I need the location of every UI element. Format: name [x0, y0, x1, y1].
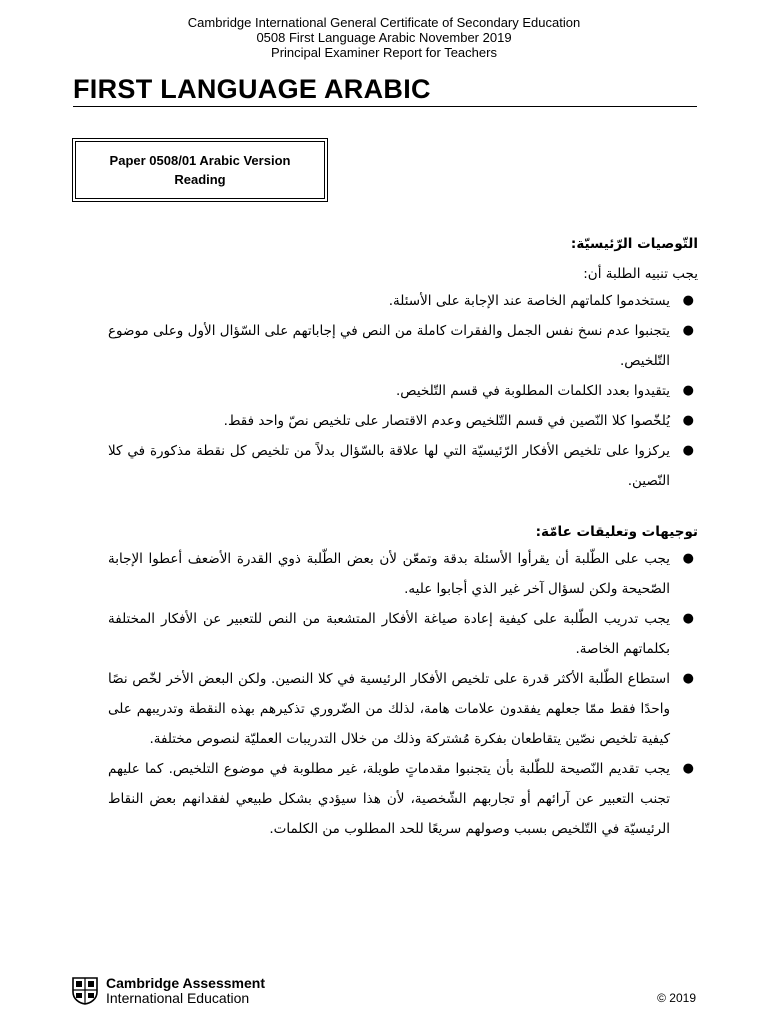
title-underline: [73, 106, 697, 107]
list-item-text: يركزوا على تلخيص الأفكار الرّئيسيّة التي لها علاقة بالسّؤال بدلاً من تلخيص كل نقطة مذكورة في كلا النّصين.: [108, 443, 670, 489]
logo-line-2: International Education: [106, 990, 250, 1006]
section-intro: يجب تنبيه الطلبة أن:: [583, 266, 698, 282]
bullet-icon: ●: [682, 551, 694, 566]
list-item: [108, 754, 698, 844]
cambridge-logo: [72, 976, 265, 1006]
bullet-icon: ●: [682, 611, 694, 626]
paper-info-inner: [75, 141, 325, 199]
list-item: [108, 316, 698, 376]
bullet-icon: ●: [682, 323, 694, 338]
list-item-text: يجب تدريب الطّلبة على كيفية إعادة صياغة الأفكار المتشعبة من النص للتعبير عن الأفكار المختلفة بكلماتهم الخاصة.: [108, 611, 670, 657]
list-item-text: يستخدموا كلماتهم الخاصة عند الإجابة على الأسئلة.: [388, 293, 670, 309]
report-body: [108, 232, 698, 844]
recommendations-list: [108, 286, 698, 496]
cambridge-shield-icon: [72, 977, 98, 1005]
bullet-icon: ●: [682, 761, 694, 776]
logo-text: [106, 976, 265, 1006]
section-heading-general-comments: توجيهات وتعليقات عامّة:: [535, 524, 698, 540]
bullet-icon: ●: [682, 413, 694, 428]
paper-code: Paper 0508/01 Arabic Version: [109, 153, 291, 168]
logo-line-1: Cambridge Assessment: [106, 975, 265, 991]
paper-component: Reading: [174, 172, 226, 187]
report-header: [0, 15, 768, 60]
copyright-notice: © 2019: [657, 991, 696, 1005]
header-line-2: 0508 First Language Arabic November 2019: [256, 30, 512, 45]
bullet-icon: ●: [682, 293, 694, 308]
section-heading-recommendations: التّوصيات الرّئيسيّة:: [570, 236, 698, 252]
list-item: [108, 664, 698, 754]
list-item: [108, 436, 698, 496]
paper-info-box: [72, 138, 328, 202]
bullet-icon: ●: [682, 443, 694, 458]
list-item-text: يُلخّصوا كلا النّصين في قسم التّلخيص وعدم الاقتصار على تلخيص نصّ واحد فقط.: [223, 413, 670, 429]
list-item: [108, 376, 698, 406]
bullet-icon: ●: [682, 671, 694, 686]
bullet-icon: ●: [682, 383, 694, 398]
list-item: [108, 604, 698, 664]
list-item-text: يتجنبوا عدم نسخ نفس الجمل والفقرات كاملة من النص في إجاباتهم على السّؤال الأول وعلى موضوع التّلخيص.: [108, 323, 670, 369]
general-comments-list: [108, 544, 698, 844]
list-item-text: يجب تقديم النّصيحة للطّلبة بأن يتجنبوا مقدماتٍ طويلة، غير مطلوبة في موضوع التلخيص. كما عليهم تجنب التعبير عن آرائهم أو تجاربهم الشّخصية، لأن هذا سيؤدي بشكل طبيعي لفقدانهم بعض النقاط الرئيسيّة في التّلخيص بسبب وصولهم سريعًا للحد المطلوب من الكلمات.: [108, 761, 670, 837]
header-line-1: Cambridge International General Certificate of Secondary Education: [187, 15, 581, 30]
list-item: [108, 286, 698, 316]
list-item: [108, 544, 698, 604]
list-item-text: يجب على الطّلبة أن يقرأوا الأسئلة بدقة وتمعّن لأن بعض الطّلبة ذوي القدرة الأضعف أعطوا الإجابة الصّحيحة ولكن لسؤال آخر غير الذي أجابوا عليه.: [108, 551, 670, 597]
header-line-3: Principal Examiner Report for Teachers: [271, 45, 497, 60]
list-item-text: يتقيدوا بعدد الكلمات المطلوبة في قسم التّلخيص.: [395, 383, 670, 399]
page-title: FIRST LANGUAGE ARABIC: [73, 74, 431, 104]
list-item: [108, 406, 698, 436]
list-item-text: استطاع الطّلبة الأكثر قدرة على تلخيص الأفكار الرئيسية في كلا النصين. ولكن البعض الأخر لخّص نصًا واحدًا فقط ممّا جعلهم يفقدون علامات هامة، لذلك من الضّروري تذكيرهم بهذه النقطة وتدريبهم على كيفية تلخيص نصّين يتقاطعان بفكرة مُشتركة وذلك من خلال التدريبات العمليّة لنصوص مختلفة.: [108, 671, 670, 747]
